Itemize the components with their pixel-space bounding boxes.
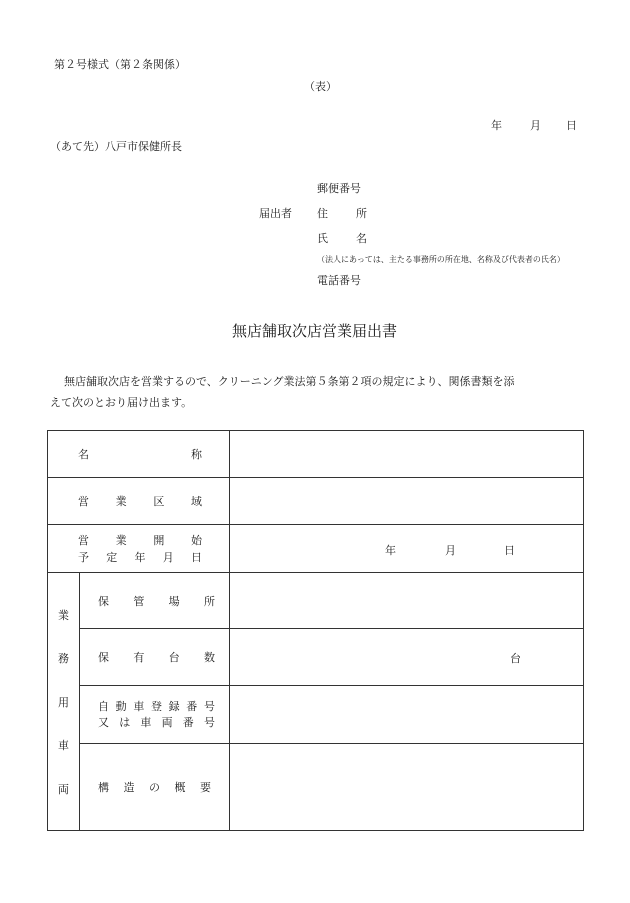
business-area-label-cell	[48, 478, 230, 525]
count-char-2: 有	[133, 651, 145, 664]
form-number: 第２号様式（第２条関係）	[54, 58, 186, 71]
address-label-2: 所	[356, 207, 367, 220]
storage-char-2: 管	[133, 594, 145, 608]
reg-line2-char-3: 車	[140, 715, 152, 729]
start-day-label: 日	[504, 544, 515, 557]
address-label-1: 住	[317, 207, 328, 220]
vehicle-group-char-5: 両	[58, 782, 69, 796]
reg-line2-char-1: 又	[98, 715, 109, 729]
reg-line1-char-2: 動	[115, 699, 127, 713]
structure-char-5: 要	[200, 781, 211, 794]
row-storage-place	[48, 573, 584, 629]
reg-line2-char-4: 両	[161, 715, 173, 729]
structure-label-cell	[80, 744, 230, 831]
notification-form-table	[47, 430, 584, 831]
vehicle-group-label	[48, 607, 79, 797]
document-title: 無店舗取次店営業届出書	[232, 322, 398, 340]
count-char-4: 数	[203, 651, 215, 664]
vehicle-group-char-2: 務	[58, 652, 69, 665]
vehicle-count-value-cell[interactable]	[230, 629, 584, 686]
reg-line1-char-7: 号	[203, 699, 215, 713]
structure-char-1: 構	[98, 781, 109, 794]
reg-line1-char-4: 登	[150, 699, 162, 713]
row-name	[48, 431, 584, 478]
name-char-2: 称	[191, 448, 202, 461]
start-line1-char-1: 営	[78, 533, 89, 547]
body-text-line-2: えて次のとおり届け出ます。	[50, 396, 193, 409]
business-area-char-2: 業	[115, 495, 127, 508]
row-structure	[48, 744, 584, 831]
business-area-char-1: 営	[78, 495, 89, 508]
start-year-label: 年	[385, 544, 396, 557]
start-line2-char-1: 予	[78, 550, 89, 564]
start-date-value-cell[interactable]	[230, 525, 584, 573]
vehicle-group-char-3: 用	[58, 695, 69, 709]
corporation-note: （法人にあっては、主たる事務所の所在地、名称及び代表者の氏名）	[317, 255, 565, 264]
structure-char-2: 造	[123, 781, 135, 794]
body-text-line-1: 無店舗取次店を営業するので、クリーニング業法第５条第２項の規定により、関係書類を添	[64, 375, 515, 388]
date-year-label: 年	[491, 119, 502, 132]
business-area-value-cell[interactable]	[230, 478, 584, 525]
storage-place-value-cell[interactable]	[230, 573, 584, 629]
row-business-area	[48, 478, 584, 525]
structure-char-4: 概	[174, 781, 186, 794]
name-label-2: 名	[356, 232, 367, 245]
business-area-char-4: 域	[190, 495, 202, 508]
storage-char-4: 所	[203, 594, 215, 608]
start-line2-char-4: 月	[162, 550, 174, 564]
count-unit-label: 台	[510, 652, 521, 665]
vehicle-count-label-cell	[80, 629, 230, 686]
vehicle-group-char-4: 車	[58, 739, 69, 752]
reg-line2-char-6: 号	[203, 715, 215, 729]
date-day-label: 日	[566, 119, 577, 132]
start-line2-char-5: 日	[191, 550, 202, 564]
postal-code-label: 郵便番号	[317, 182, 361, 195]
storage-place-label-cell	[80, 573, 230, 629]
name-label-cell	[48, 431, 230, 478]
start-line2-char-3: 年	[134, 550, 146, 564]
count-char-3: 台	[168, 651, 180, 664]
start-line1-char-3: 開	[153, 533, 165, 547]
vehicle-group-char-1: 業	[58, 608, 69, 622]
reg-line1-char-3: 車	[133, 699, 145, 713]
form-side-label: （表）	[304, 80, 337, 93]
name-label-1: 氏	[317, 232, 328, 245]
start-month-label: 月	[445, 544, 456, 557]
reg-line1-char-6: 番	[186, 699, 198, 713]
storage-char-3: 場	[168, 594, 180, 608]
count-char-1: 保	[98, 651, 109, 664]
start-line2-char-2: 定	[106, 550, 118, 564]
date-month-label: 月	[530, 119, 541, 132]
structure-char-3: の	[149, 781, 160, 794]
row-registration-number	[48, 686, 584, 744]
start-line1-char-2: 業	[115, 533, 127, 547]
phone-label: 電話番号	[317, 274, 361, 287]
reg-line1-char-5: 録	[168, 699, 180, 713]
addressee: （あて先）八戸市保健所長	[50, 140, 182, 153]
row-vehicle-count	[48, 629, 584, 686]
storage-char-1: 保	[98, 594, 109, 608]
registration-value-cell[interactable]	[230, 686, 584, 744]
start-line1-char-4: 始	[190, 533, 202, 547]
reg-line2-char-2: は	[119, 715, 131, 729]
start-date-label-cell	[48, 525, 230, 573]
reg-line1-char-1: 自	[98, 699, 109, 713]
notifier-label: 届出者	[259, 207, 292, 220]
registration-label-cell	[80, 686, 230, 744]
vehicle-group-cell	[48, 573, 80, 831]
name-value-cell[interactable]	[230, 431, 584, 478]
reg-line2-char-5: 番	[182, 715, 194, 729]
business-area-char-3: 区	[153, 495, 165, 508]
structure-value-cell[interactable]	[230, 744, 584, 831]
name-char-1: 名	[78, 448, 89, 461]
row-start-date	[48, 525, 584, 573]
